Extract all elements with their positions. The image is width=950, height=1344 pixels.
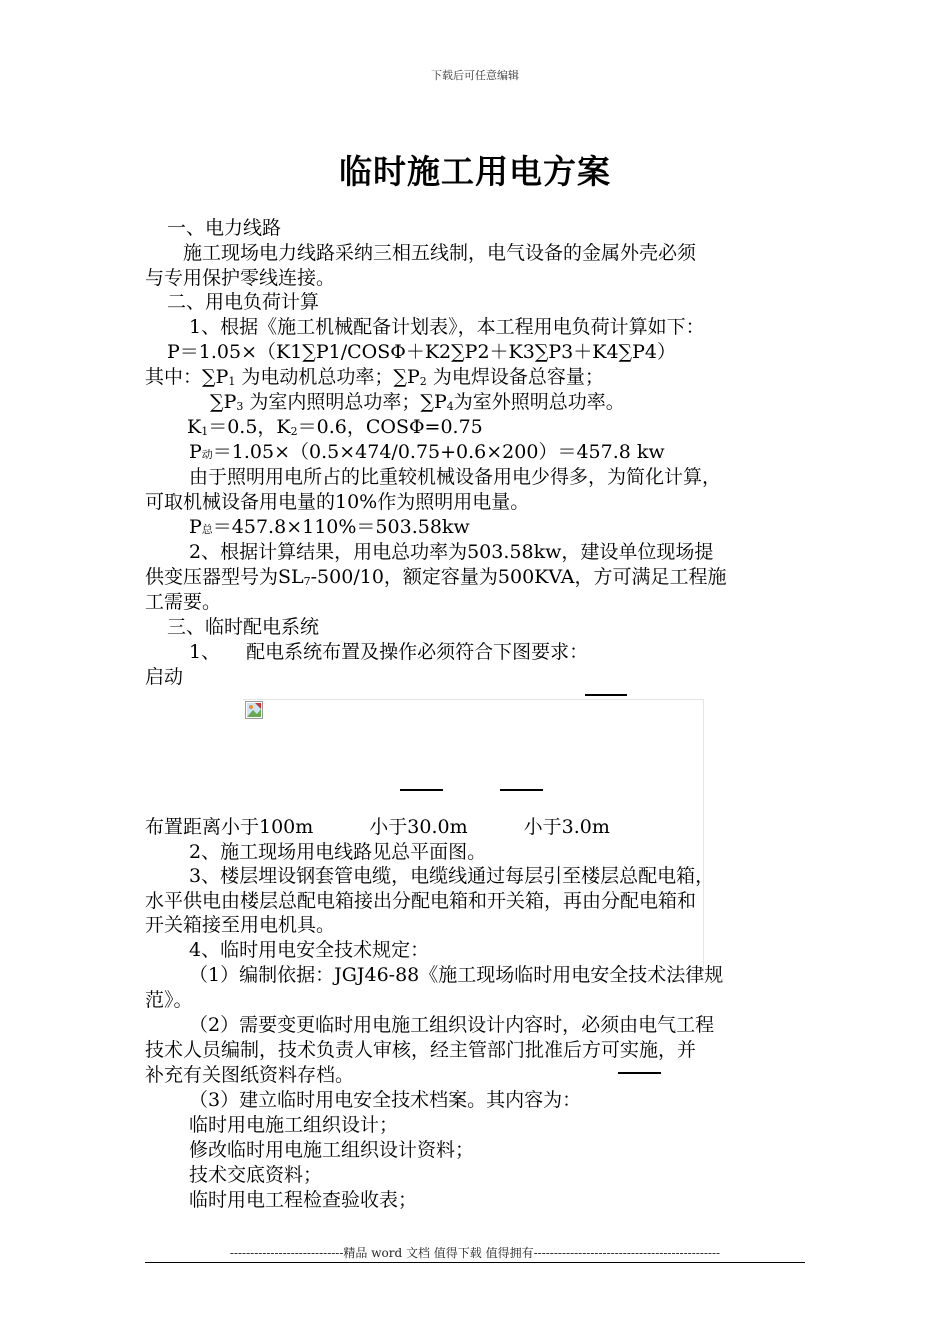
broken-image-icon bbox=[245, 701, 263, 719]
text: 配电系统布置及操作必须符合下图要求： bbox=[246, 641, 589, 663]
text: 其中：∑P bbox=[145, 366, 229, 388]
paragraph-line: 可取机械设备用电量的10%作为照明用电量。 bbox=[145, 491, 530, 513]
subscript: 2 bbox=[290, 425, 298, 438]
text: 为室内照明总功率；∑P bbox=[249, 391, 447, 413]
text: P bbox=[189, 441, 202, 463]
paragraph-line: 水平供电由楼层总配电箱接出分配电箱和开关箱，再由分配电箱和 bbox=[145, 890, 697, 912]
list-item: 修改临时用电施工组织设计资料； bbox=[189, 1139, 475, 1161]
text: 布置距离小于100m bbox=[145, 816, 314, 838]
document-title: 临时施工用电方案 bbox=[339, 152, 611, 191]
paragraph-line: 4、临时用电安全技术规定： bbox=[189, 939, 430, 961]
list-number: 1、 bbox=[189, 641, 221, 663]
list-item: 临时用电工程检查验收表； bbox=[189, 1189, 418, 1211]
paragraph-line: 3、楼层埋设钢套管电缆，电缆线通过每层引至楼层总配电箱， bbox=[189, 865, 715, 887]
section-1-heading: 一、电力线路 bbox=[167, 217, 282, 239]
text: 小于3.0m bbox=[523, 816, 610, 838]
subscript: 3 bbox=[236, 400, 244, 413]
text: ＝457.8×110%＝503.58kw bbox=[212, 516, 470, 538]
subscript: 1 bbox=[228, 375, 236, 388]
subscript: 动 bbox=[201, 448, 213, 461]
subscript: 1 bbox=[201, 425, 209, 438]
diagram-line bbox=[500, 789, 543, 791]
distance-labels bbox=[145, 815, 610, 839]
list-item: 临时用电施工组织设计； bbox=[189, 1114, 399, 1136]
paragraph-line: （1）编制依据：JGJ46-88《施工现场临时用电安全技术法律规 bbox=[189, 964, 724, 986]
subscript: 总 bbox=[201, 523, 213, 536]
diagram-line bbox=[585, 694, 627, 696]
text: ＝0.5，K bbox=[208, 416, 291, 438]
page-header: 下载后可任意编辑 bbox=[431, 69, 519, 82]
formula-line: P＝1.05×（K1∑P1/COSΦ＋K2∑P2＋K3∑P3＋K4∑P4） bbox=[167, 341, 676, 363]
paragraph-line: 工需要。 bbox=[145, 591, 222, 613]
paragraph-line bbox=[189, 640, 588, 664]
text: K bbox=[187, 416, 202, 438]
paragraph-line bbox=[145, 565, 727, 594]
diagram-start-label: 启动 bbox=[145, 666, 184, 688]
text: 为室外照明总功率。 bbox=[453, 391, 625, 413]
text: ＝0.6，COSΦ=0.75 bbox=[297, 416, 483, 438]
section-3-heading: 三、临时配电系统 bbox=[167, 616, 320, 638]
list-item: 技术交底资料； bbox=[189, 1164, 323, 1186]
paragraph-line bbox=[189, 440, 665, 467]
text: P bbox=[189, 516, 202, 538]
subscript: 7 bbox=[303, 575, 311, 588]
text: ＝1.05×（0.5×474/0.75+0.6×200）＝457.8 kw bbox=[212, 441, 665, 463]
text: 供变压器型号为SL bbox=[145, 566, 304, 588]
footer-rule bbox=[145, 1262, 805, 1263]
page-footer: ----------------------------精品 word 文档 值得下载 值得拥有---------------------------------------------- bbox=[229, 1246, 721, 1260]
section-2-heading: 二、用电负荷计算 bbox=[167, 291, 320, 313]
paragraph-line: 补充有关图纸资料存档。 bbox=[145, 1064, 355, 1086]
subscript: 4 bbox=[446, 400, 454, 413]
paragraph-line: 范》。 bbox=[145, 989, 193, 1011]
paragraph-line bbox=[189, 515, 470, 542]
diagram-line bbox=[618, 1072, 661, 1074]
text: ∑P bbox=[210, 391, 237, 413]
paragraph-line: 施工现场电力线路采纳三相五线制，电气设备的金属外壳必须 bbox=[183, 242, 697, 264]
paragraph-line: 2、根据计算结果，用电总功率为503.58kw，建设单位现场提 bbox=[189, 541, 714, 563]
text: 小于30.0m bbox=[369, 816, 468, 838]
paragraph-line: （2）需要变更临时用电施工组织设计内容时，必须由电气工程 bbox=[189, 1014, 715, 1036]
paragraph-line: 与专用保护零线连接。 bbox=[145, 267, 336, 289]
paragraph-line: 由于照明用电所占的比重较机械设备用电少得多，为简化计算， bbox=[189, 466, 722, 488]
text: 为电动机总功率；∑P bbox=[241, 366, 420, 388]
text: 为电焊设备总容量； bbox=[432, 366, 604, 388]
paragraph-line: 1、根据《施工机械配备计划表》，本工程用电负荷计算如下： bbox=[189, 316, 705, 338]
diagram-line bbox=[400, 789, 443, 791]
subscript: 2 bbox=[419, 375, 427, 388]
paragraph-line: （3）建立临时用电安全技术档案。其内容为： bbox=[189, 1089, 582, 1111]
paragraph-line: 技术人员编制，技术负责人审核，经主管部门批准后方可实施，并 bbox=[145, 1039, 697, 1061]
paragraph-line: 2、施工现场用电线路见总平面图。 bbox=[189, 841, 487, 863]
text: -500/10，额定容量为500KVA，方可满足工程施 bbox=[310, 566, 727, 588]
paragraph-line: 开关箱接至用电机具。 bbox=[145, 914, 336, 936]
